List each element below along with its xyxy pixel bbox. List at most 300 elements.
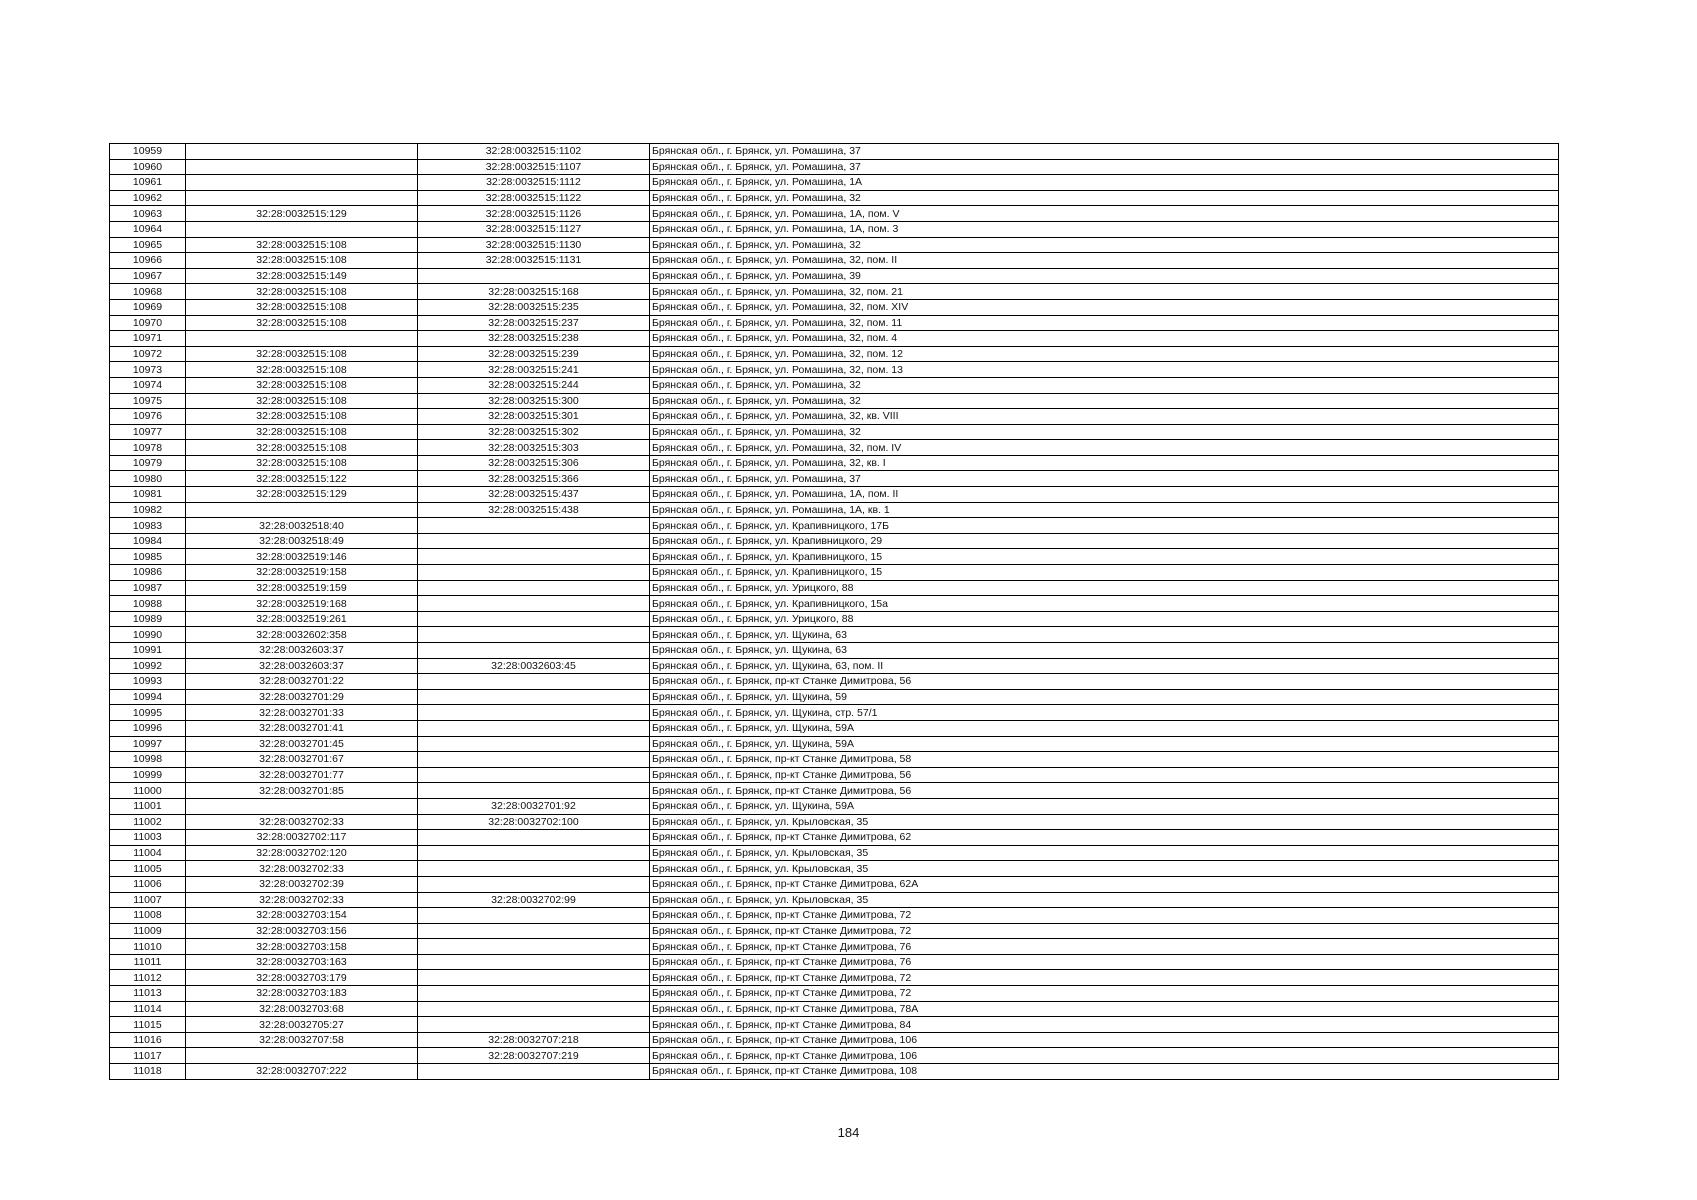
- address-cell: Брянская обл., г. Брянск, ул. Ромашина, 32, пом. 4: [650, 331, 1559, 347]
- row-number-cell: 10965: [110, 237, 186, 253]
- address-cell: Брянская обл., г. Брянск, ул. Урицкого, 88: [650, 611, 1559, 627]
- address-cell: Брянская обл., г. Брянск, пр-кт Станке Димитрова, 72: [650, 970, 1559, 986]
- address-cell: Брянская обл., г. Брянск, ул. Ромашина, 32: [650, 424, 1559, 440]
- object-cadastral-number-cell: 32:28:0032515:300: [418, 393, 650, 409]
- address-cell: Брянская обл., г. Брянск, ул. Ромашина, 1А, пом. II: [650, 487, 1559, 503]
- table-row: [110, 237, 1559, 253]
- row-number-cell: 10962: [110, 190, 186, 206]
- object-cadastral-number-cell: 32:28:0032515:437: [418, 487, 650, 503]
- land-cadastral-number-cell: 32:28:0032515:129: [186, 206, 418, 222]
- object-cadastral-number-cell: [418, 970, 650, 986]
- row-number-cell: 10991: [110, 643, 186, 659]
- land-cadastral-number-cell: 32:28:0032515:108: [186, 253, 418, 269]
- table-row: [110, 409, 1559, 425]
- object-cadastral-number-cell: 32:28:0032515:238: [418, 331, 650, 347]
- table-row: [110, 596, 1559, 612]
- land-cadastral-number-cell: 32:28:0032519:159: [186, 580, 418, 596]
- land-cadastral-number-cell: 32:28:0032703:154: [186, 908, 418, 924]
- row-number-cell: 10984: [110, 533, 186, 549]
- table-row: [110, 487, 1559, 503]
- address-cell: Брянская обл., г. Брянск, пр-кт Станке Димитрова, 56: [650, 674, 1559, 690]
- address-cell: Брянская обл., г. Брянск, ул. Крапивницкого, 15: [650, 549, 1559, 565]
- row-number-cell: 10971: [110, 331, 186, 347]
- land-cadastral-number-cell: 32:28:0032519:158: [186, 565, 418, 581]
- address-cell: Брянская обл., г. Брянск, пр-кт Станке Димитрова, 106: [650, 1048, 1559, 1064]
- address-cell: Брянская обл., г. Брянск, пр-кт Станке Димитрова, 56: [650, 783, 1559, 799]
- table-row: [110, 876, 1559, 892]
- table-row: [110, 190, 1559, 206]
- table-row: [110, 939, 1559, 955]
- object-cadastral-number-cell: 32:28:0032515:438: [418, 502, 650, 518]
- object-cadastral-number-cell: [418, 830, 650, 846]
- table-row: [110, 221, 1559, 237]
- row-number-cell: 10974: [110, 377, 186, 393]
- address-cell: Брянская обл., г. Брянск, ул. Ромашина, 1А, кв. 1: [650, 502, 1559, 518]
- table-row: [110, 1048, 1559, 1064]
- row-number-cell: 10967: [110, 268, 186, 284]
- row-number-cell: 10996: [110, 720, 186, 736]
- address-cell: Брянская обл., г. Брянск, ул. Ромашина, 32, пом. XIV: [650, 299, 1559, 315]
- table-row: [110, 518, 1559, 534]
- land-cadastral-number-cell: 32:28:0032701:33: [186, 705, 418, 721]
- row-number-cell: 10976: [110, 409, 186, 425]
- table-row: [110, 1032, 1559, 1048]
- address-cell: Брянская обл., г. Брянск, ул. Урицкого, 88: [650, 580, 1559, 596]
- table-row: [110, 533, 1559, 549]
- table-row: [110, 814, 1559, 830]
- object-cadastral-number-cell: 32:28:0032515:302: [418, 424, 650, 440]
- row-number-cell: 10981: [110, 487, 186, 503]
- table-row: [110, 954, 1559, 970]
- land-cadastral-number-cell: 32:28:0032703:68: [186, 1001, 418, 1017]
- address-cell: Брянская обл., г. Брянск, ул. Ромашина, 32, пом. 12: [650, 346, 1559, 362]
- row-number-cell: 10980: [110, 471, 186, 487]
- object-cadastral-number-cell: [418, 845, 650, 861]
- row-number-cell: 10993: [110, 674, 186, 690]
- address-cell: Брянская обл., г. Брянск, ул. Ромашина, 32, кв. VIII: [650, 409, 1559, 425]
- object-cadastral-number-cell: 32:28:0032515:237: [418, 315, 650, 331]
- row-number-cell: 11011: [110, 954, 186, 970]
- row-number-cell: 10966: [110, 253, 186, 269]
- object-cadastral-number-cell: 32:28:0032515:306: [418, 455, 650, 471]
- row-number-cell: 10999: [110, 767, 186, 783]
- table-row: [110, 908, 1559, 924]
- row-number-cell: 10959: [110, 144, 186, 160]
- row-number-cell: 10963: [110, 206, 186, 222]
- land-cadastral-number-cell: 32:28:0032701:77: [186, 767, 418, 783]
- row-number-cell: 10989: [110, 611, 186, 627]
- land-cadastral-number-cell: 32:28:0032519:168: [186, 596, 418, 612]
- land-cadastral-number-cell: 32:28:0032701:67: [186, 752, 418, 768]
- address-cell: Брянская обл., г. Брянск, пр-кт Станке Димитрова, 76: [650, 954, 1559, 970]
- object-cadastral-number-cell: 32:28:0032515:239: [418, 346, 650, 362]
- land-cadastral-number-cell: 32:28:0032703:179: [186, 970, 418, 986]
- land-cadastral-number-cell: 32:28:0032602:358: [186, 627, 418, 643]
- land-cadastral-number-cell: 32:28:0032702:117: [186, 830, 418, 846]
- object-cadastral-number-cell: 32:28:0032603:45: [418, 658, 650, 674]
- table-row: [110, 923, 1559, 939]
- land-cadastral-number-cell: 32:28:0032515:108: [186, 440, 418, 456]
- row-number-cell: 11007: [110, 892, 186, 908]
- land-cadastral-number-cell: 32:28:0032515:108: [186, 362, 418, 378]
- table-row: [110, 471, 1559, 487]
- table-row: [110, 658, 1559, 674]
- table-row: [110, 970, 1559, 986]
- object-cadastral-number-cell: [418, 268, 650, 284]
- object-cadastral-number-cell: 32:28:0032515:1107: [418, 159, 650, 175]
- table-row: [110, 830, 1559, 846]
- object-cadastral-number-cell: [418, 1001, 650, 1017]
- object-cadastral-number-cell: 32:28:0032515:1112: [418, 175, 650, 191]
- object-cadastral-number-cell: [418, 689, 650, 705]
- address-cell: Брянская обл., г. Брянск, пр-кт Станке Димитрова, 62А: [650, 876, 1559, 892]
- row-number-cell: 11009: [110, 923, 186, 939]
- address-cell: Брянская обл., г. Брянск, ул. Крыловская, 35: [650, 814, 1559, 830]
- land-cadastral-number-cell: 32:28:0032702:120: [186, 845, 418, 861]
- land-cadastral-number-cell: 32:28:0032701:45: [186, 736, 418, 752]
- table-row: [110, 580, 1559, 596]
- row-number-cell: 10997: [110, 736, 186, 752]
- row-number-cell: 10978: [110, 440, 186, 456]
- address-cell: Брянская обл., г. Брянск, ул. Крыловская, 35: [650, 892, 1559, 908]
- object-cadastral-number-cell: 32:28:0032515:1122: [418, 190, 650, 206]
- address-cell: Брянская обл., г. Брянск, ул. Ромашина, 37: [650, 471, 1559, 487]
- land-cadastral-number-cell: 32:28:0032519:146: [186, 549, 418, 565]
- land-cadastral-number-cell: 32:28:0032702:33: [186, 861, 418, 877]
- registry-table: [109, 143, 1559, 1080]
- land-cadastral-number-cell: 32:28:0032518:49: [186, 533, 418, 549]
- table-row: [110, 206, 1559, 222]
- table-row: [110, 440, 1559, 456]
- table-row: [110, 1001, 1559, 1017]
- object-cadastral-number-cell: [418, 1017, 650, 1033]
- object-cadastral-number-cell: [418, 908, 650, 924]
- address-cell: Брянская обл., г. Брянск, пр-кт Станке Димитрова, 76: [650, 939, 1559, 955]
- row-number-cell: 10998: [110, 752, 186, 768]
- land-cadastral-number-cell: 32:28:0032701:29: [186, 689, 418, 705]
- land-cadastral-number-cell: 32:28:0032707:58: [186, 1032, 418, 1048]
- table-row: [110, 502, 1559, 518]
- land-cadastral-number-cell: 32:28:0032701:85: [186, 783, 418, 799]
- address-cell: Брянская обл., г. Брянск, ул. Ромашина, 32, кв. I: [650, 455, 1559, 471]
- object-cadastral-number-cell: [418, 720, 650, 736]
- object-cadastral-number-cell: [418, 752, 650, 768]
- object-cadastral-number-cell: 32:28:0032515:1131: [418, 253, 650, 269]
- address-cell: Брянская обл., г. Брянск, ул. Щукина, 63: [650, 627, 1559, 643]
- address-cell: Брянская обл., г. Брянск, ул. Ромашина, 32: [650, 237, 1559, 253]
- object-cadastral-number-cell: [418, 923, 650, 939]
- table-row: [110, 253, 1559, 269]
- land-cadastral-number-cell: 32:28:0032515:108: [186, 393, 418, 409]
- object-cadastral-number-cell: 32:28:0032515:244: [418, 377, 650, 393]
- land-cadastral-number-cell: 32:28:0032515:129: [186, 487, 418, 503]
- table-row: [110, 611, 1559, 627]
- table-row: [110, 798, 1559, 814]
- object-cadastral-number-cell: [418, 876, 650, 892]
- land-cadastral-number-cell: 32:28:0032515:108: [186, 315, 418, 331]
- row-number-cell: 11015: [110, 1017, 186, 1033]
- table-row: [110, 346, 1559, 362]
- table-row: [110, 986, 1559, 1002]
- row-number-cell: 10970: [110, 315, 186, 331]
- land-cadastral-number-cell: [186, 331, 418, 347]
- table-row: [110, 159, 1559, 175]
- table-row: [110, 689, 1559, 705]
- table-row: [110, 674, 1559, 690]
- row-number-cell: 10968: [110, 284, 186, 300]
- land-cadastral-number-cell: [186, 159, 418, 175]
- address-cell: Брянская обл., г. Брянск, пр-кт Станке Димитрова, 72: [650, 908, 1559, 924]
- land-cadastral-number-cell: [186, 1048, 418, 1064]
- land-cadastral-number-cell: 32:28:0032603:37: [186, 643, 418, 659]
- address-cell: Брянская обл., г. Брянск, ул. Крыловская, 35: [650, 861, 1559, 877]
- object-cadastral-number-cell: [418, 954, 650, 970]
- table-row: [110, 393, 1559, 409]
- address-cell: Брянская обл., г. Брянск, ул. Ромашина, 32: [650, 190, 1559, 206]
- row-number-cell: 11013: [110, 986, 186, 1002]
- object-cadastral-number-cell: [418, 565, 650, 581]
- object-cadastral-number-cell: [418, 580, 650, 596]
- object-cadastral-number-cell: [418, 549, 650, 565]
- land-cadastral-number-cell: [186, 221, 418, 237]
- object-cadastral-number-cell: 32:28:0032702:100: [418, 814, 650, 830]
- table-row: [110, 1017, 1559, 1033]
- row-number-cell: 10972: [110, 346, 186, 362]
- object-cadastral-number-cell: 32:28:0032707:219: [418, 1048, 650, 1064]
- table-row: [110, 549, 1559, 565]
- land-cadastral-number-cell: 32:28:0032707:222: [186, 1064, 418, 1080]
- table-row: [110, 331, 1559, 347]
- address-cell: Брянская обл., г. Брянск, ул. Ромашина, 39: [650, 268, 1559, 284]
- table-row: [110, 455, 1559, 471]
- page-number: 184: [837, 1125, 860, 1140]
- land-cadastral-number-cell: 32:28:0032702:33: [186, 892, 418, 908]
- table-row: [110, 424, 1559, 440]
- land-cadastral-number-cell: 32:28:0032515:108: [186, 237, 418, 253]
- address-cell: Брянская обл., г. Брянск, ул. Ромашина, 1А, пом. 3: [650, 221, 1559, 237]
- object-cadastral-number-cell: 32:28:0032515:1102: [418, 144, 650, 160]
- address-cell: Брянская обл., г. Брянск, ул. Ромашина, 37: [650, 159, 1559, 175]
- address-cell: Брянская обл., г. Брянск, ул. Щукина, 59А: [650, 720, 1559, 736]
- object-cadastral-number-cell: 32:28:0032515:235: [418, 299, 650, 315]
- object-cadastral-number-cell: 32:28:0032515:1130: [418, 237, 650, 253]
- land-cadastral-number-cell: 32:28:0032515:108: [186, 409, 418, 425]
- land-cadastral-number-cell: 32:28:0032515:108: [186, 299, 418, 315]
- address-cell: Брянская обл., г. Брянск, ул. Ромашина, 32, пом. II: [650, 253, 1559, 269]
- address-cell: Брянская обл., г. Брянск, пр-кт Станке Димитрова, 84: [650, 1017, 1559, 1033]
- object-cadastral-number-cell: 32:28:0032515:303: [418, 440, 650, 456]
- object-cadastral-number-cell: [418, 533, 650, 549]
- address-cell: Брянская обл., г. Брянск, пр-кт Станке Димитрова, 72: [650, 923, 1559, 939]
- row-number-cell: 10987: [110, 580, 186, 596]
- registry-table-body: [110, 144, 1559, 1080]
- object-cadastral-number-cell: [418, 643, 650, 659]
- address-cell: Брянская обл., г. Брянск, ул. Крапивницкого, 29: [650, 533, 1559, 549]
- table-row: [110, 315, 1559, 331]
- address-cell: Брянская обл., г. Брянск, ул. Ромашина, 32, пом. 11: [650, 315, 1559, 331]
- land-cadastral-number-cell: 32:28:0032702:33: [186, 814, 418, 830]
- table-row: [110, 1064, 1559, 1080]
- object-cadastral-number-cell: [418, 861, 650, 877]
- row-number-cell: 10988: [110, 596, 186, 612]
- land-cadastral-number-cell: 32:28:0032515:149: [186, 268, 418, 284]
- row-number-cell: 10986: [110, 565, 186, 581]
- table-row: [110, 861, 1559, 877]
- row-number-cell: 10977: [110, 424, 186, 440]
- address-cell: Брянская обл., г. Брянск, ул. Щукина, 59А: [650, 736, 1559, 752]
- row-number-cell: 10992: [110, 658, 186, 674]
- table-row: [110, 284, 1559, 300]
- land-cadastral-number-cell: 32:28:0032603:37: [186, 658, 418, 674]
- land-cadastral-number-cell: [186, 798, 418, 814]
- object-cadastral-number-cell: [418, 986, 650, 1002]
- address-cell: Брянская обл., г. Брянск, пр-кт Станке Димитрова, 72: [650, 986, 1559, 1002]
- land-cadastral-number-cell: 32:28:0032701:22: [186, 674, 418, 690]
- row-number-cell: 11012: [110, 970, 186, 986]
- row-number-cell: 10990: [110, 627, 186, 643]
- row-number-cell: 11018: [110, 1064, 186, 1080]
- object-cadastral-number-cell: 32:28:0032515:241: [418, 362, 650, 378]
- address-cell: Брянская обл., г. Брянск, пр-кт Станке Димитрова, 106: [650, 1032, 1559, 1048]
- object-cadastral-number-cell: 32:28:0032515:1126: [418, 206, 650, 222]
- object-cadastral-number-cell: [418, 767, 650, 783]
- land-cadastral-number-cell: 32:28:0032515:122: [186, 471, 418, 487]
- row-number-cell: 10964: [110, 221, 186, 237]
- row-number-cell: 11016: [110, 1032, 186, 1048]
- land-cadastral-number-cell: 32:28:0032515:108: [186, 424, 418, 440]
- object-cadastral-number-cell: [418, 596, 650, 612]
- row-number-cell: 11002: [110, 814, 186, 830]
- address-cell: Брянская обл., г. Брянск, ул. Щукина, 63: [650, 643, 1559, 659]
- row-number-cell: 11000: [110, 783, 186, 799]
- table-row: [110, 767, 1559, 783]
- address-cell: Брянская обл., г. Брянск, ул. Щукина, стр. 57/1: [650, 705, 1559, 721]
- address-cell: Брянская обл., г. Брянск, ул. Ромашина, 37: [650, 144, 1559, 160]
- address-cell: Брянская обл., г. Брянск, пр-кт Станке Димитрова, 108: [650, 1064, 1559, 1080]
- land-cadastral-number-cell: [186, 144, 418, 160]
- land-cadastral-number-cell: 32:28:0032702:39: [186, 876, 418, 892]
- land-cadastral-number-cell: 32:28:0032701:41: [186, 720, 418, 736]
- table-row: [110, 377, 1559, 393]
- object-cadastral-number-cell: 32:28:0032515:168: [418, 284, 650, 300]
- land-cadastral-number-cell: 32:28:0032703:156: [186, 923, 418, 939]
- table-row: [110, 144, 1559, 160]
- object-cadastral-number-cell: 32:28:0032702:99: [418, 892, 650, 908]
- table-row: [110, 565, 1559, 581]
- address-cell: Брянская обл., г. Брянск, ул. Ромашина, 32: [650, 377, 1559, 393]
- object-cadastral-number-cell: [418, 783, 650, 799]
- table-row: [110, 643, 1559, 659]
- object-cadastral-number-cell: [418, 1064, 650, 1080]
- table-row: [110, 720, 1559, 736]
- row-number-cell: 10983: [110, 518, 186, 534]
- table-row: [110, 845, 1559, 861]
- object-cadastral-number-cell: [418, 518, 650, 534]
- row-number-cell: 10961: [110, 175, 186, 191]
- address-cell: Брянская обл., г. Брянск, ул. Крапивницкого, 15а: [650, 596, 1559, 612]
- address-cell: Брянская обл., г. Брянск, ул. Крыловская, 35: [650, 845, 1559, 861]
- object-cadastral-number-cell: [418, 611, 650, 627]
- land-cadastral-number-cell: 32:28:0032515:108: [186, 346, 418, 362]
- address-cell: Брянская обл., г. Брянск, ул. Щукина, 63, пом. II: [650, 658, 1559, 674]
- object-cadastral-number-cell: [418, 705, 650, 721]
- land-cadastral-number-cell: [186, 190, 418, 206]
- row-number-cell: 11006: [110, 876, 186, 892]
- address-cell: Брянская обл., г. Брянск, ул. Ромашина, 32: [650, 393, 1559, 409]
- land-cadastral-number-cell: 32:28:0032703:163: [186, 954, 418, 970]
- table-row: [110, 705, 1559, 721]
- table-row: [110, 175, 1559, 191]
- object-cadastral-number-cell: 32:28:0032515:301: [418, 409, 650, 425]
- land-cadastral-number-cell: [186, 175, 418, 191]
- address-cell: Брянская обл., г. Брянск, ул. Ромашина, 32, пом. IV: [650, 440, 1559, 456]
- land-cadastral-number-cell: 32:28:0032705:27: [186, 1017, 418, 1033]
- address-cell: Брянская обл., г. Брянск, ул. Крапивницкого, 17Б: [650, 518, 1559, 534]
- address-cell: Брянская обл., г. Брянск, ул. Крапивницкого, 15: [650, 565, 1559, 581]
- table-row: [110, 268, 1559, 284]
- row-number-cell: 10994: [110, 689, 186, 705]
- address-cell: Брянская обл., г. Брянск, пр-кт Станке Димитрова, 58: [650, 752, 1559, 768]
- land-cadastral-number-cell: 32:28:0032519:261: [186, 611, 418, 627]
- row-number-cell: 11014: [110, 1001, 186, 1017]
- row-number-cell: 11001: [110, 798, 186, 814]
- address-cell: Брянская обл., г. Брянск, ул. Ромашина, 32, пом. 13: [650, 362, 1559, 378]
- row-number-cell: 10985: [110, 549, 186, 565]
- table-row: [110, 627, 1559, 643]
- address-cell: Брянская обл., г. Брянск, ул. Ромашина, 32, пом. 21: [650, 284, 1559, 300]
- table-row: [110, 299, 1559, 315]
- object-cadastral-number-cell: 32:28:0032515:1127: [418, 221, 650, 237]
- object-cadastral-number-cell: [418, 736, 650, 752]
- address-cell: Брянская обл., г. Брянск, ул. Щукина, 59: [650, 689, 1559, 705]
- address-cell: Брянская обл., г. Брянск, пр-кт Станке Димитрова, 62: [650, 830, 1559, 846]
- object-cadastral-number-cell: [418, 627, 650, 643]
- row-number-cell: 10975: [110, 393, 186, 409]
- address-cell: Брянская обл., г. Брянск, ул. Ромашина, 1А: [650, 175, 1559, 191]
- table-row: [110, 783, 1559, 799]
- object-cadastral-number-cell: 32:28:0032701:92: [418, 798, 650, 814]
- object-cadastral-number-cell: 32:28:0032515:366: [418, 471, 650, 487]
- table-row: [110, 362, 1559, 378]
- land-cadastral-number-cell: 32:28:0032703:158: [186, 939, 418, 955]
- address-cell: Брянская обл., г. Брянск, ул. Ромашина, 1А, пом. V: [650, 206, 1559, 222]
- row-number-cell: 10960: [110, 159, 186, 175]
- land-cadastral-number-cell: 32:28:0032515:108: [186, 284, 418, 300]
- row-number-cell: 10995: [110, 705, 186, 721]
- object-cadastral-number-cell: 32:28:0032707:218: [418, 1032, 650, 1048]
- row-number-cell: 11008: [110, 908, 186, 924]
- land-cadastral-number-cell: 32:28:0032518:40: [186, 518, 418, 534]
- address-cell: Брянская обл., г. Брянск, пр-кт Станке Димитрова, 56: [650, 767, 1559, 783]
- row-number-cell: 11004: [110, 845, 186, 861]
- row-number-cell: 11005: [110, 861, 186, 877]
- land-cadastral-number-cell: 32:28:0032515:108: [186, 377, 418, 393]
- table-row: [110, 752, 1559, 768]
- row-number-cell: 10969: [110, 299, 186, 315]
- row-number-cell: 11010: [110, 939, 186, 955]
- land-cadastral-number-cell: 32:28:0032515:108: [186, 455, 418, 471]
- land-cadastral-number-cell: [186, 502, 418, 518]
- address-cell: Брянская обл., г. Брянск, пр-кт Станке Димитрова, 78А: [650, 1001, 1559, 1017]
- row-number-cell: 11017: [110, 1048, 186, 1064]
- address-cell: Брянская обл., г. Брянск, ул. Щукина, 59А: [650, 798, 1559, 814]
- table-row: [110, 892, 1559, 908]
- row-number-cell: 10973: [110, 362, 186, 378]
- table-row: [110, 736, 1559, 752]
- object-cadastral-number-cell: [418, 939, 650, 955]
- row-number-cell: 10982: [110, 502, 186, 518]
- row-number-cell: 11003: [110, 830, 186, 846]
